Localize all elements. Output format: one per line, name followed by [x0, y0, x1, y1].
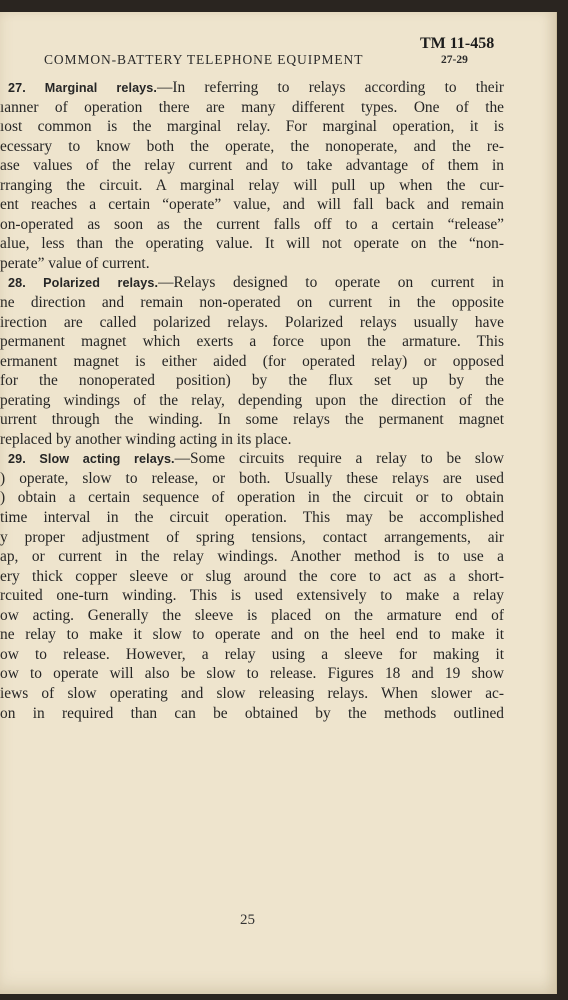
- paragraph-heading: 28. Polarized relays.: [8, 276, 159, 291]
- text-line: [0, 449, 504, 469]
- text-line: permanent magnet which exerts a force upon the armature. This: [0, 333, 504, 351]
- text-line: ne relay to make it slow to operate and on the heel end to make it: [0, 626, 504, 644]
- text-line: urrent through the winding. In some relays the permanent magnet: [0, 411, 504, 429]
- text-line: [0, 273, 504, 293]
- text-line: ermanent magnet is either aided (for operated relay) or opposed: [0, 352, 504, 370]
- text-line: ) obtain a certain sequence of operation in the circuit or to obtain: [0, 489, 504, 507]
- text-line: ow to operate will also be slow to release. Figures 18 and 19 show: [0, 665, 504, 683]
- paragraph-slow-acting-relays: [0, 449, 504, 723]
- text-line-content: —In referring to relays according to their: [156, 79, 504, 96]
- running-header-title: COMMON-BATTERY TELEPHONE EQUIPMENT: [44, 52, 364, 67]
- text-line: perate” value of current.: [0, 254, 150, 272]
- text-line: rranging the circuit. A marginal relay will pull up when the cur-: [0, 176, 504, 194]
- text-line: ecessary to know both the operate, the nonoperate, and the re-: [0, 137, 504, 155]
- text-line: for the nonoperated position) by the flux set up by the: [0, 372, 504, 390]
- text-line: ap, or current in the relay windings. Another method is to use a: [0, 548, 504, 566]
- text-line: [0, 78, 504, 98]
- paragraph-marginal-relays: [0, 78, 504, 273]
- text-line: ıost common is the marginal relay. For marginal operation, it is: [0, 118, 504, 136]
- text-line: ne direction and remain non-operated on current in the opposite: [0, 294, 504, 312]
- text-line: ıanner of operation there are many different types. One of the: [0, 98, 504, 116]
- text-line: replaced by another winding acting in its place.: [0, 430, 292, 448]
- paragraph-polarized-relays: [0, 273, 504, 449]
- paragraph-heading: 29. Slow acting relays.: [8, 452, 175, 467]
- page-number: 25: [240, 912, 255, 928]
- text-line: ery thick copper sleeve or slug around the core to act as a short-: [0, 567, 504, 585]
- technical-manual-number: TM 11-458: [420, 35, 495, 52]
- book-page: [0, 12, 557, 994]
- text-line: time interval in the circuit operation. This may be accomplished: [0, 509, 504, 527]
- text-line: ) operate, slow to release, or both. Usually these relays are used: [0, 469, 504, 487]
- paragraph-heading: 27. Marginal relays.: [8, 81, 157, 95]
- paragraph-range: 27-29: [441, 54, 468, 66]
- text-line: irection are called polarized relays. Polarized relays usually have: [0, 313, 504, 331]
- text-line: alue, less than the operating value. It will not operate on the “non-: [0, 235, 504, 253]
- text-line: y proper adjustment of spring tensions, contact arrangements, air: [0, 528, 504, 546]
- text-line: perating windings of the relay, depending upon the direction of the: [0, 391, 504, 409]
- text-line: ase values of the relay current and to take advantage of them in: [0, 157, 504, 175]
- text-line: rcuited one-turn winding. This is used extensively to make a relay: [0, 587, 504, 605]
- text-line: iews of slow operating and slow releasing relays. When slower ac-: [0, 684, 504, 702]
- body-text: [0, 78, 504, 723]
- text-line: ow to release. However, a relay using a sleeve for making it: [0, 645, 504, 663]
- text-line: on in required than can be obtained by the methods outlined: [0, 704, 504, 722]
- text-line-content: —Some circuits require a relay to be slow: [174, 450, 504, 468]
- text-line: ow acting. Generally the sleeve is placed on the armature end of: [0, 606, 504, 624]
- text-line-content: —Relays designed to operate on current in: [158, 274, 504, 292]
- text-line: on-operated as soon as the current falls off to a certain “release”: [0, 215, 504, 233]
- text-line: ent reaches a certain “operate” value, and will fall back and remain: [0, 196, 504, 214]
